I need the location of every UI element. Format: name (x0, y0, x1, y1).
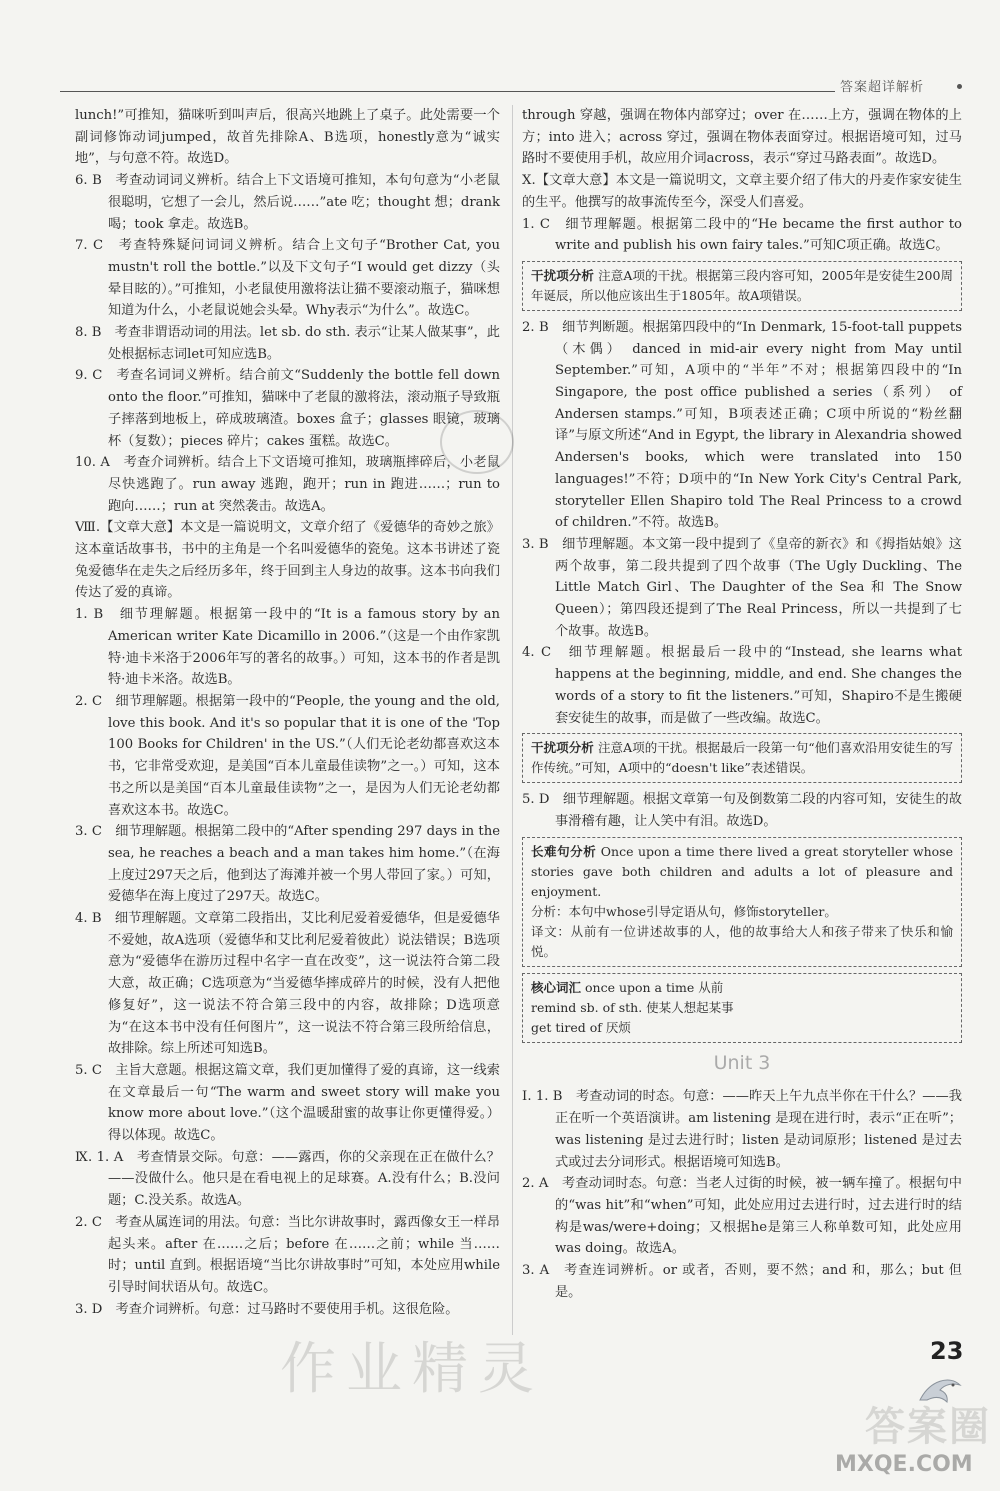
box-tag: 干扰项分析 (531, 740, 594, 756)
seal-stamp (440, 410, 514, 474)
unit-heading: Unit 3 (713, 1051, 771, 1074)
box-tag: 干扰项分析 (531, 267, 595, 283)
box-tag: 核心词汇 (531, 979, 582, 995)
box-line: 分析：本句中whose引导定语从句，修饰storyteller。 (531, 903, 837, 919)
box-line: once upon a time 从前 (585, 979, 724, 995)
continued-text: through 穿越，强调在物体内部穿过；over 在……上方，强调在物体的上方；into 进入；across 穿过，强调在物体表面穿过。根据语境可知，过马路时不要使用手机，故应用介词across，表示“穿过马路表面”。故选D。 (522, 108, 962, 167)
answer-item: 9. C 考查名词词义辨析。结合前文“Suddenly the bottle fell down onto the floor.”可推知，猫咪中了老鼠的激将法，滚动瓶子导致瓶子摔落到地板上，碎成玻璃渣。boxes 盒子；glasses 眼镜，玻璃杯（复数）；pieces 碎片；cakes 蛋糕。故选C。 (75, 368, 500, 449)
box-text: 注意A项的干扰。根据第三段内容可知，2005年是安徒生200周年诞辰，所以他应该出生于1805年。故A项错误。 (531, 267, 953, 303)
answer-item: 3. A 考查连词辨析。or 或者，否则，要不然；and 和，那么；but 但是。 (522, 1263, 962, 1300)
answer-item: 3. D 考查介词辨析。句意：过马路时不要使用手机。这很危险。 (75, 1301, 459, 1317)
watermark-url: MXQE.COM (835, 1452, 973, 1477)
answer-item: 2. C 细节理解题。根据第一段中的“People, the young and the old, love this book. And it's so popular that it is one of the 'Top 100 Books for Children' in the US.”（人们无论老幼都喜欢这本书，它非常受欢迎，是美国“百本儿童最佳读物”之一。）可知，这本书之所以是美国“百本儿童最佳读物”之一，是因为人们无论老幼都喜欢这本书。故选C。 (75, 693, 500, 818)
right-column (522, 105, 962, 1303)
answer-item: Ⅰ. 1. B 考查动词的时态。句意：——昨天上午九点半你在干什么？——我正在听一个英语演讲。am listening 是现在进行时，表示“正在听”；was listening 是过去进行时；listen 是动词原形；listened 是过去式或过去分词形式。根据语境可知选B。 (522, 1089, 962, 1170)
answer-item: 10. A 考查介词辨析。结合上下文语境可推知，玻璃瓶摔碎后，小老鼠尽快逃跑了。run away 逃跑，跑开；run in 跑进……；run to 跑向……；run at 突然袭击。故选A。 (75, 455, 500, 514)
answer-item: 2. A 考查动词时态。句意：当老人过街的时候，被一辆车撞了。根据句中的“was hit”和“when”可知，此处应用过去进行时，过去进行时的结构是was/were+doing；又根据he是第三人称单数可知，此处应用was doing。故选A。 (522, 1176, 962, 1257)
answer-item: 8. B 考查非谓语动词的用法。let sb. do sth. 表示“让某人做某事”，此处根据标志词let可知应选B。 (75, 325, 500, 362)
answer-item: 5. D 细节理解题。根据文章第一句及倒数第二段的内容可知，安徒生的故事滑稽有趣，让人笑中有泪。故选D。 (522, 792, 962, 829)
answer-item: 2. C 考查从属连词的用法。句意：当比尔讲故事时，露西像女王一样昂起头来。after 在……之后；before 在……之前；while 当……时；until 直到。根据语境“当比尔讲故事时”可知，本处应用while引导时间状语从句。故选C。 (75, 1214, 500, 1295)
answer-item: 1. C 细节理解题。根据第二段中的“He became the first author to write and publish his own fairy tales.”可知C项正确。故选C。 (522, 216, 962, 254)
analysis-box (522, 261, 962, 311)
continued-text: lunch!”可推知，猫咪听到叫声后，很高兴地跳上了桌子。此处需要一个副词修饰动词jumped，故首先排除A、B选项，honestly意为“诚实地”，与句意不符。故选D。 (75, 108, 500, 167)
answer-item: 3. B 细节理解题。本文第一段中提到了《皇帝的新衣》和《拇指姑娘》这两个故事，第二段共提到了四个故事（The Ugly Duckling、The Little Match Girl、The Daughter of the Sea 和 The Snow Queen）；第四段还提到了The Real Princess，所以一共提到了七个故事。故选B。 (522, 536, 962, 639)
box-line: get tired of 厌烦 (531, 1019, 631, 1035)
watermark-logo: 答案圈 (865, 1404, 991, 1450)
box-tag: 长难句分析 (531, 843, 597, 859)
answer-item: 1. B 细节理解题。根据第一段中的“It is a famous story by an American writer Kate Dicamillo in 2006.”（这是一个由作家凯特·迪卡米洛于2006年写的著名的故事。）可知，这本书的作者是凯特·迪卡米洛。故选B。 (75, 607, 500, 688)
section-summary: Ⅷ.【文章大意】本文是一篇说明文，文章介绍了《爱德华的奇妙之旅》这本童话故事书，书中的主角是一个名叫爱德华的瓷兔。这本书讲述了瓷兔爱德华在走失之后经历多年，终于回到主人身边的故事。这本书向我们传达了爱的真谛。 (75, 520, 500, 601)
watermark-text: 作业精灵 (280, 1337, 544, 1402)
section-summary: Ⅹ.【文章大意】本文是一篇说明文，文章主要介绍了伟大的丹麦作家安徒生的生平。他撰写的故事流传至今，深受人们喜爱。 (522, 173, 962, 210)
box-line: remind sb. of sth. 使某人想起某事 (531, 999, 734, 1015)
answer-item: 3. C 细节理解题。根据第二段中的“After spending 297 days in the sea, he reaches a beach and a man takes him home.”（在海上度过297天之后，他到达了海滩并被一个男人带回了家。）可知，爱德华在海上度过了297天。故选C。 (75, 824, 500, 905)
column-divider (512, 105, 513, 1335)
answer-item: 4. B 细节理解题。文章第二段指出，艾比利尼爱着爱德华，但是爱德华不爱她，故A选项（爱德华和艾比利尼爱着彼此）说法错误；B选项意为“爱德华在游历过程中名字一直在改变”，这一说法符合第二段大意，故正确；C选项意为“当爱德华摔成碎片的时候，没有人把他修复好”，这一说法不符合第三段中的内容，故排除；D选项意为“在这本书中没有任何图片”，这一说法不符合第三段所给信息，故排除。综上所述可知选B。 (75, 911, 500, 1057)
analysis-box (522, 733, 962, 783)
box-line: 译文：从前有一位讲述故事的人，他的故事给大人和孩子带来了快乐和愉悦。 (531, 923, 953, 959)
left-column (75, 105, 500, 1320)
page-number: 23 (930, 1337, 964, 1365)
answer-item: 4. C 细节理解题。根据最后一段中的“Instead, she learns what happens at the beginning, middle, and end. She changes the words of a story to fit the listeners.”可知，Shapiro不是生搬硬套安徒生的故事，而是做了一些改编。故选C。 (522, 645, 962, 726)
analysis-box (522, 837, 962, 967)
answer-item: 2. B 细节判断题。根据第四段中的“In Denmark, 15-foot-tall puppets（木偶） danced in mid-air every night from May until September.”可知，A项中的“半年”不对；根据第四段中的“In Singapore, the post office published a series（系列） of Andersen stamps.”可知，B项表述正确；C项中所说的“粉丝翻译”与原文所述“And in Egypt, the library in Alexandria showed Andersen's books, which were translated into 150 languages!”不符；D项中的“In New York City's Central Park, storyteller Ellen Shapiro told The Real Princess to a crowd of children.”不符。故选B。 (522, 319, 962, 531)
header-dot (957, 84, 962, 89)
box-text: 注意A项的干扰。根据最后一段第一句“他们喜欢沿用安徒生的写作传统。”可知，A项中的“doesn't like”表述错误。 (531, 740, 953, 776)
header-title: 答案超详解析 (840, 80, 925, 95)
header-rule (60, 91, 835, 92)
answer-item: 7. C 考查特殊疑问词词义辨析。结合上文句子“Brother Cat, you mustn't roll the bottle.”以及下文句子“I would get dizzy（头晕目眩的）。”可推知，小老鼠使用激将法让猫不要滚动瓶子，猫咪想知道为什么，小老鼠说她会头晕。Why表示“为什么”。故选C。 (75, 238, 500, 319)
box-line: Once upon a time there lived a great storyteller whose stories gave both children and adults a lot of pleasure and enjoyment. (531, 843, 953, 899)
analysis-box (522, 973, 962, 1043)
answer-item: 6. B 考查动词词义辨析。结合上下文语境可推知，本句句意为“小老鼠很聪明，它想了一会儿，然后说……”ate 吃；thought 想；drank 喝；took 拿走。故选B。 (75, 173, 500, 232)
answer-item: Ⅸ. 1. A 考查情景交际。句意：——露西，你的父亲现在正在做什么？——没做什么。他只是在看电视上的足球赛。A.没有什么；B.没问题；C.没关系。故选A。 (75, 1149, 500, 1209)
answer-item: 5. C 主旨大意题。根据这篇文章，我们更加懂得了爱的真谛，这一线索在文章最后一句“The warm and sweet story will make you know more about love.”（这个温暖甜蜜的故事让你更懂得爱。）得以体现。故选C。 (75, 1062, 500, 1144)
